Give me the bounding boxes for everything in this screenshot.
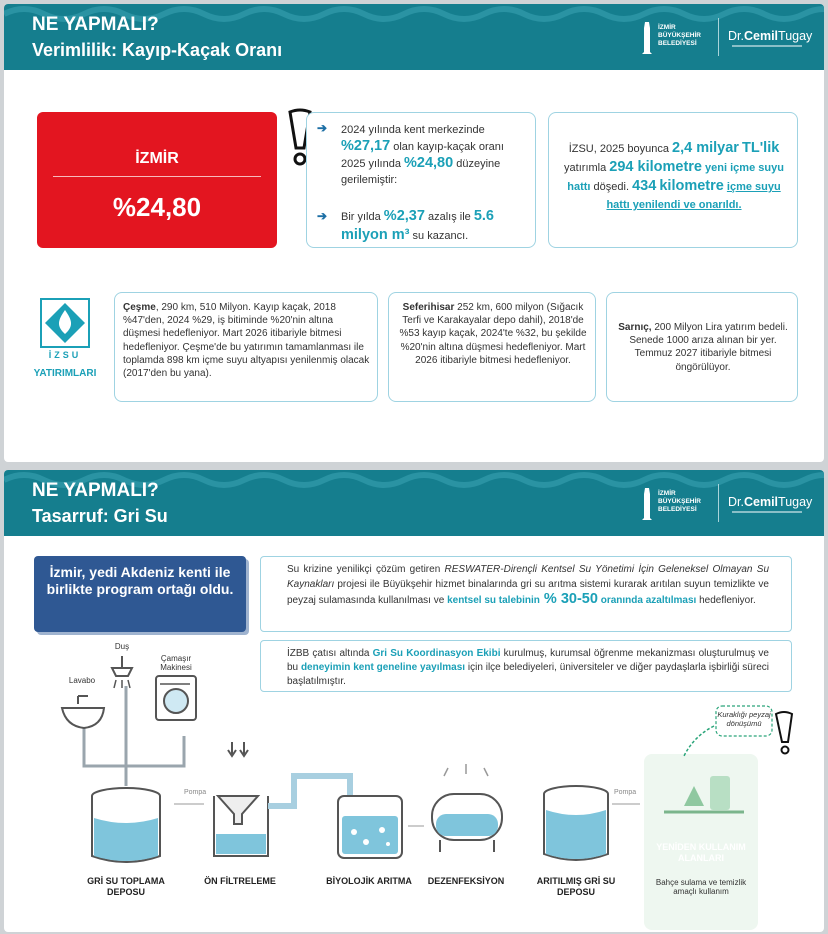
card-cesme: Çeşme, 290 km, 510 Milyon. Kayıp kaçak, 2018 %47'den, 2024 %29, iş bitiminde %20'nin altına düşmesi hedefleniyor. Mart 2026 itibariyle bitmesi hedefleniyor. Çeşme'de bu yatırımın tamamlanması ile toplamda 898 km içme suyu altyapısı yenilenmiş olacak (2017'den bu yana). xyxy=(114,292,378,402)
card-seferihisar: Seferihisar 252 km, 600 milyon (Sığacık Terfi ve Karakayalar depo dahil), 2018'de %53 kayıp kaçak, 2024'te %32, bu şekilde %20'nin altına düşmesi hedefleniyor. Mart 2026 itibariyle bitmesi hedefleniyor. xyxy=(388,292,596,402)
city-label: İZMİR xyxy=(135,150,179,167)
izsu-logo-icon xyxy=(40,298,90,348)
reuse-description: Bahçe sulama ve temizlik amaçlı kullanım xyxy=(655,878,747,896)
yatirimlari-label: YATIRIMLARI xyxy=(33,368,97,379)
cemil-tugay-logo: Dr.CemilTugay xyxy=(728,29,812,43)
reuse-title: YENİDEN KULLANIM ALANLARI xyxy=(656,842,746,863)
panel1-title: NE YAPMALI? xyxy=(32,14,159,35)
callout-text: Kuraklığı peyzaj dönüşümü xyxy=(717,710,771,728)
bio-reactor-icon xyxy=(338,796,402,858)
panel2-header xyxy=(4,470,824,536)
izmir-red-box xyxy=(37,112,277,248)
collection-tank-icon xyxy=(92,788,160,862)
reswater-box: Su krizine yenilikçi çözüm getiren RESWATER-Dirençli Kentsel Su Yönetimi İçin Geleneksel Olmayan Su Kaynakları projesi ile Büyükşehir hizmet binalarında gri su arıtma sistemi kurarak arıtılan suyun temizlikte ve peyzaj sulamasında kullanılması ve kentsel su talebinin % 30-50 oranında azaltılması hedefleniyor. xyxy=(260,556,792,632)
treated-tank-icon xyxy=(544,786,608,860)
cemil-tugay-logo: Dr.CemilTugay xyxy=(728,495,812,509)
panel1-subtitle: Verimlilik: Kayıp-Kaçak Oranı xyxy=(32,40,283,60)
lavabo-label: Lavabo xyxy=(68,676,96,685)
filter-icon xyxy=(214,742,268,856)
shower-icon xyxy=(112,656,132,688)
pump-label-1: Pompa xyxy=(184,789,207,796)
logo-divider xyxy=(718,18,719,56)
clock-tower-icon xyxy=(640,22,654,54)
panel-gri-su xyxy=(4,470,824,932)
arrow-right-icon: ➔ xyxy=(317,209,328,223)
izmir-logo: İZMİR BÜYÜKŞEHİR BELEDİYESİ xyxy=(640,18,714,58)
camasir-label: Çamaşır Makinesi xyxy=(160,654,192,672)
arrow-right-icon: ➔ xyxy=(317,121,328,135)
izsu-text: İZSU xyxy=(48,350,82,360)
panel2-title: NE YAPMALI? xyxy=(32,480,159,501)
stage-label-bio: BİYOLOJİK ARITMA xyxy=(326,876,412,886)
program-partner-box: İzmir, yedi Akdeniz kenti ile birlikte program ortağı oldu. xyxy=(34,556,246,632)
panel1-header xyxy=(4,4,824,70)
panel2-subtitle: Tasarruf: Gri Su xyxy=(32,506,168,526)
izmir-logo: İZMİR BÜYÜKŞEHİR BELEDİYESİ xyxy=(640,484,714,524)
logo-divider xyxy=(718,484,719,522)
callout-exclamation-icon xyxy=(776,712,792,754)
loss-reduction-box: ➔ 2024 yılında kent merkezinde %27,17 olan kayıp-kaçak oranı 2025 yılında %24,80 düzeyine gerilemiştir: ➔ Bir yılda %2,37 azalış ile 5.6 milyon m³ su kazancı. xyxy=(306,112,536,248)
pump-label-2: Pompa xyxy=(614,789,637,796)
loss-rate-value: %24,80 xyxy=(112,192,202,222)
washing-machine-icon xyxy=(156,676,196,720)
disinfection-tank-icon xyxy=(432,764,502,852)
clock-tower-icon xyxy=(640,488,654,520)
izsu-investment-box: İZSU, 2025 boyunca 2,4 milyar TL'lik yatırımla 294 kilometre yeni içme suyu hattı döşedi. 434 kilometre içme suyu hattı yenilendi ve onarıldı. xyxy=(548,112,798,248)
stage-label-disinfection: DEZENFEKSİYON xyxy=(427,876,505,886)
card-sarnic: Sarnıç, 200 Milyon Lira yatırım bedeli. Senede 1000 arıza alınan bir yer. Temmuz 2027 itibariyle bitmesi öngörülüyor. xyxy=(606,292,798,402)
stage-label-treated: ARITILMIŞ GRİ SU DEPOSU xyxy=(536,876,616,897)
sink-icon xyxy=(62,696,104,728)
stage-label-prefilter: ÖN FİLTRELEME xyxy=(204,876,276,886)
dus-label: Duş xyxy=(114,642,130,651)
coordination-box: İZBB çatısı altında Gri Su Koordinasyon Ekibi kurulmuş, kurumsal öğrenme mekanizması oluşturulmuş ve bu deneyimin kent geneline yayılması için ilçe belediyeleri, üniversiteler ve diğer paydaşlarla işbirliği süreci başlatılmıştır. xyxy=(260,640,792,692)
stage-label-collection: GRİ SU TOPLAMA DEPOSU xyxy=(87,876,165,897)
panel-verimlilik xyxy=(4,4,824,462)
